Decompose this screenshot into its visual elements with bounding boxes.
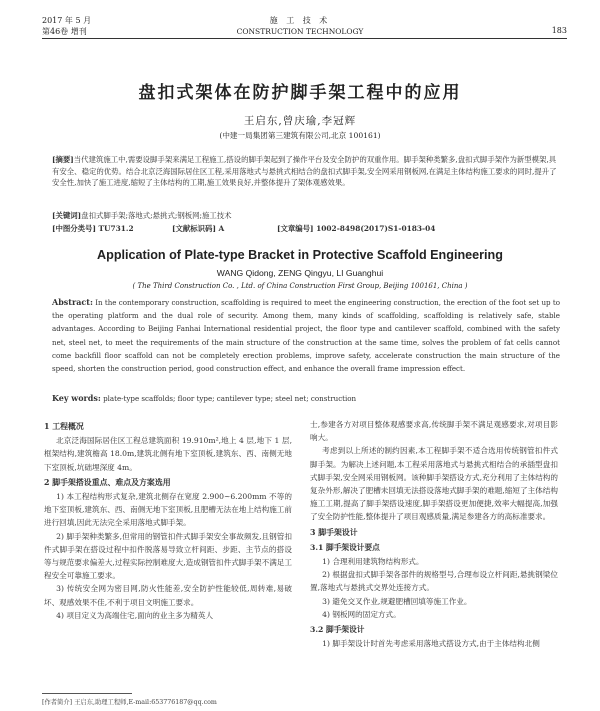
section-2-item-4: 4) 项目定义为高端住宅,面向的业主多为精英人 xyxy=(56,610,214,620)
section-1-heading: 1 工程概况 xyxy=(44,422,84,431)
design-point-3: 3) 避免交叉作业,规避肥槽回填等施工作业。 xyxy=(322,596,472,606)
keywords-cn-label: [关键词] xyxy=(52,211,82,220)
paper-title-en: Application of Plate-type Bracket in Protective Scaffold Engineering xyxy=(97,248,503,262)
section-3-heading: 3 脚手架设计 xyxy=(310,527,358,537)
clc-number: [中图分类号] TU731.2 xyxy=(52,224,134,233)
design-point-4: 4) 钢板网的固定方式。 xyxy=(322,609,401,619)
header-rule xyxy=(42,38,567,39)
left-column xyxy=(44,418,292,622)
section-1-paragraph: 北京泛海国际居住区工程总建筑面积 19.910m²,地上 4 层,地下 1 层,框架结构,建筑檐高 18.0m,建筑北侧有地下室顶板,建筑东、西、南侧无地下室顶板,坑础埋深度 4m。 xyxy=(44,436,292,472)
header-date: 2017 年 5 月 xyxy=(42,16,92,25)
abstract-cn-text: 当代建筑施工中,需要设脚手架来满足工程施工,搭设的脚手架起到了操作平台及安全防护的双重作用。脚手架种类繁多,盘扣式脚手架作为新型模架,具有安全、稳定的优势。结合北京泛海国际居住区工程,采用落地式与悬挑式相结合的盘扣式脚手架,安全网采用钢板网,在满足主体结构施工要求的同时,提升了安全性,加快了施工进度,缩短了主体结构的工期,施工效果良好,并整体提升了架体观感效果。 xyxy=(52,155,557,187)
abstract-en-text: In the contemporary construction, scaffolding is required to meet the engineering construction, the erection of the foot set up to the operating platform and the dual role of security. Among them, many kinds of scaffolding, scaffolding is relatively safe, stable advantages. According to Beijing Fanhai International residential project, the floor type and cantilever scaffold, combined with the safety net, steel net, to meet the requirements of the main structure of the construction at the same time, solves the problem of fat cells cannot come backfill floor scaffold can not be completely erection problems, improve safety, accelerate construction the main structure of the speed, shorten the construction period, good construction effect, and enhance the overall frame impression effect. xyxy=(52,298,560,374)
author-footnote: [作者简介] 王启东,助理工程师,E-mail:653776187@qq.com xyxy=(42,699,217,706)
paper-title-cn: 盘扣式架体在防护脚手架工程中的应用 xyxy=(138,83,462,103)
page-number: 183 xyxy=(551,26,567,35)
affiliation-en: ( The Third Construction Co. , Ltd. of China Construction First Group, Beijing 100161, China ) xyxy=(132,282,468,290)
abstract-en xyxy=(52,296,560,375)
journal-title-cn: 施 工 技 术 xyxy=(269,16,331,25)
footnote-rule xyxy=(42,693,132,694)
classification-cn xyxy=(52,223,557,234)
article-number: [文章编号] 1002-8498(2017)S1-0183-04 xyxy=(277,224,436,233)
design-point-1: 1) 合理利用建筑物结构形式。 xyxy=(322,557,424,567)
section-3-2-paragraph: 1) 脚手架设计时首先考虑采用落地式搭设方式,由于主体结构北侧 xyxy=(322,639,540,649)
keywords-en-text: plate-type scaffolds; floor type; cantilever type; steel net; construction xyxy=(103,394,357,403)
affiliation-cn: (中建一局集团第三建筑有限公司,北京 100161) xyxy=(219,131,381,140)
keywords-cn xyxy=(52,210,557,222)
abstract-en-label: Abstract: xyxy=(52,297,93,307)
header-volume: 第46卷 增刊 xyxy=(42,27,87,36)
authors-en: WANG Qidong, ZENG Qingyu, LI Guanghui xyxy=(216,268,384,278)
right-paragraph-1: 士,参建各方对项目整体观感要求高,传统脚手架不满足观感要求,对项目影响大。 xyxy=(310,420,558,443)
journal-title-en: CONSTRUCTION TECHNOLOGY xyxy=(236,27,364,36)
section-2-item-2: 2) 脚手架种类繁多,但常用的钢管扣件式脚手架安全事故频发,且钢管扣件式脚手架在搭设过程中扣件脱落易导致立杆间距、步距、主节点的搭设等与规范要求偏差大,过程实际控制难度大,造成钢管扣件式脚手架不满足工程安全可靠施工要求。 xyxy=(44,531,292,581)
doc-code: [文献标识码] A xyxy=(172,224,225,233)
keywords-en xyxy=(52,393,560,403)
keywords-en-label: Key words: xyxy=(52,393,101,403)
abstract-cn-label: [摘要] xyxy=(52,155,74,164)
section-2-heading: 2 脚手架搭设重点、难点及方案选用 xyxy=(44,477,171,487)
abstract-cn xyxy=(52,154,557,189)
section-3-2-heading: 3.2 脚手架设计 xyxy=(310,625,365,635)
right-column xyxy=(310,418,558,650)
design-point-2: 2) 根据盘扣式脚手架各部件的规格型号,合理布设立杆间距,悬挑钢梁位置,落地式与悬挑式交界处连接方式。 xyxy=(310,570,558,593)
authors-cn: 王启东,曾庆瑜,李冠辉 xyxy=(243,115,357,127)
section-3-1-heading: 3.1 脚手架设计要点 xyxy=(310,542,380,552)
keywords-cn-text: 盘扣式脚手架;落地式;悬挑式;钢板网;施工技术 xyxy=(81,211,232,220)
section-2-item-3: 3) 传统安全网为密目网,防火性能差,安全防护性能较低,周转难,易破坏、观感效果不佳,不利于项目文明施工要求。 xyxy=(44,584,292,607)
section-2-item-1: 1) 本工程结构形式复杂,建筑北侧存在宽度 2.900~6.200mm 不等的地下室顶板,建筑东、西、南侧无地下室顶板,且肥槽无法在地上结构施工前进行回填,因此无法完全采用落地式脚手架。 xyxy=(44,492,292,528)
right-paragraph-2: 考虑到以上所述的制约因素,本工程脚手架不适合选用传统钢管扣件式脚手架。为解决上述问题,本工程采用落地式与悬挑式相结合的承插型盘扣式脚手架,安全网采用钢板网。该种脚手架搭设方式,充分利用了主体结构的复杂外形,解决了肥槽未回填无法搭设落地式脚手架的难题,缩短了主体结构施工工期,提高了脚手架搭设速度,脚手架搭设更加便捷,效率大幅提高,加强了安全防护性能,整体提升了项目观感质量,满足参建各方的高标准要求。 xyxy=(310,446,558,522)
